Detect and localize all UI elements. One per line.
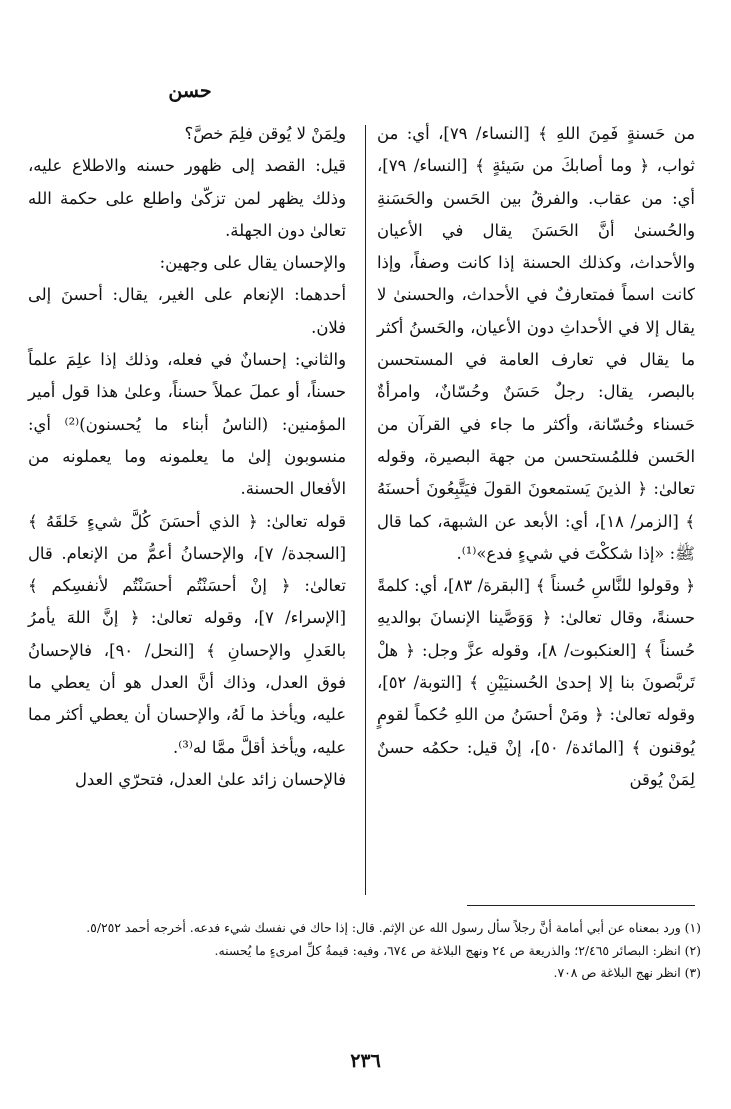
paragraph: ولِمَنْ لا يُوقن فلِمَ خصَّ؟: [184, 124, 346, 143]
paragraph: ﴿ وقولوا للنَّاسِ حُسناً ﴾ [البقرة/ ٨٣]، أي: كلمةً حسنةً، وقال تعالىٰ: ﴿ وَوَصَّينا الإنسانَ بوالديهِ حُسناً ﴾ [العنكبوت/ ٨]، وقوله عزَّ وجل: ﴿ هلْ تَربَّصونَ بنا إلا إحدىٰ الحُسنيَيْنِ ﴾ [التوبة/ ٥٢]، وقوله تعالىٰ: ﴿ ومَنْ أحسَنُ من اللهِ حُكماً لقومٍ يُوقنون ﴾ [المائدة/ ٥٠]، إنْ قيل: حكمُه حسنٌ لِمَنْ يُوقن: [377, 576, 695, 789]
page-number: ٢٣٦: [350, 1050, 381, 1072]
paragraph: قيل: القصد إلى ظهور حسنه والاطلاع عليه، وذلك يظهر لمن تزكّىٰ واطلع على حكمة الله تعالىٰ دون الجهلة.: [28, 156, 346, 240]
footnote: (٣) انظر نهج البلاغة ص ٧٠٨.: [553, 965, 701, 980]
paragraph: قوله تعالىٰ: ﴿ الذي أحسَنَ كُلَّ شيءٍ خَلقَهُ ﴾ [السجدة/ ٧]، والإحسانُ أعمُّ من الإنعام. قال تعالىٰ: ﴿ إنْ أحسَنْتُم أحسَنْتُم لأنفسِكم ﴾ [الإسراء/ ٧]، وقوله تعالىٰ: ﴿ إنَّ اللهَ يأمرُ بالعَدلِ والإحسانِ ﴾ [النحل/ ٩٠]، فالإحسانُ فوق العدل، وذاك أنَّ العدل هو أن يعطي ما عليه، ويأخذ ما لَهُ، والإحسان أن يعطي أكثر مما عليه، ويأخذ أقلَّ ممَّا له⁽³⁾.: [28, 511, 347, 757]
footnote-rule: [467, 905, 695, 906]
footnote: (٢) انظر: البصائر ٢/٤٦٥؛ والذريعة ص ٢٤ ونهج البلاغة ص ٦٧٤، وفيه: قيمةُ كلِّ امرىءٍ ما يُحسنه.: [214, 942, 701, 958]
paragraph: فالإحسان زائد علىٰ العدل، فتحرّي العدل: [75, 769, 346, 789]
footnote: (١) ورد بمعناه عن أبي أمامة أنَّ رجلاً سأل رسول الله عن الإثم. قال: إذا حاك في نفسك شيء فدعه. أخرجه أحمد ٥/٢٥٢.: [86, 920, 701, 935]
right-column: [377, 118, 695, 796]
paragraph: والثاني: إحسانٌ في فعله، وذلك إذا علِمَ علماً حسناً، أو عملَ عملاً حسناً، وعلىٰ هذا قول أمير المؤمنين: (الناسُ أبناء ما يُحسنون)⁽²⁾ أي: منسوبون إلىٰ ما يعلمونه وما يعملونه من الأفعال الحسنة.: [28, 350, 346, 499]
footnotes: [25, 917, 701, 985]
left-column: [28, 118, 346, 796]
paragraph: أحدهما: الإنعام على الغير، يقال: أحسنَ إلى فلان.: [28, 285, 346, 337]
column-divider: [365, 125, 366, 895]
paragraph: من حَسنةٍ فَمِنَ اللهِ ﴾ [النساء/ ٧٩]، أي: من ثواب، ﴿ وما أصابكَ من سَيئةٍ ﴾ [النساء/ ٧٩]، أي: من عقاب. والفرقُ بين الحَسن والحَسَنةِ والحُسنىٰ أنَّ الحَسَنَ يقال في الأعيان والأحداث، وكذلك الحسنة إذا كانت وصفاً، وإذا كانت اسماً فمتعارفٌ في الأحداث، والحسنىٰ لا يقال إلا في الأحداثِ دون الأعيان، والحَسنُ أكثر ما يقال في تعارف العامة في المستحسن بالبصر، يقال: رجلٌ حَسَنٌ وحُسّانٌ، وامرأةٌ حَسناء وحُسّانة، وأكثر ما جاء في القرآن من الحَسن فللمُستحسن من جهة البصيرة، وقوله تعالىٰ: ﴿ الذينَ يَستمعونَ القولَ فيَتَّبِعُونَ أحسنَهُ ﴾ [الزمر/ ١٨]، أي: الأبعد عن الشبهة، كما قال ﷺ: «إذا شككْتَ في شيءٍ فدع»⁽¹⁾.: [377, 124, 695, 563]
running-header: حسن: [168, 80, 212, 102]
paragraph: والإحسان يقال على وجهين:: [159, 253, 346, 273]
